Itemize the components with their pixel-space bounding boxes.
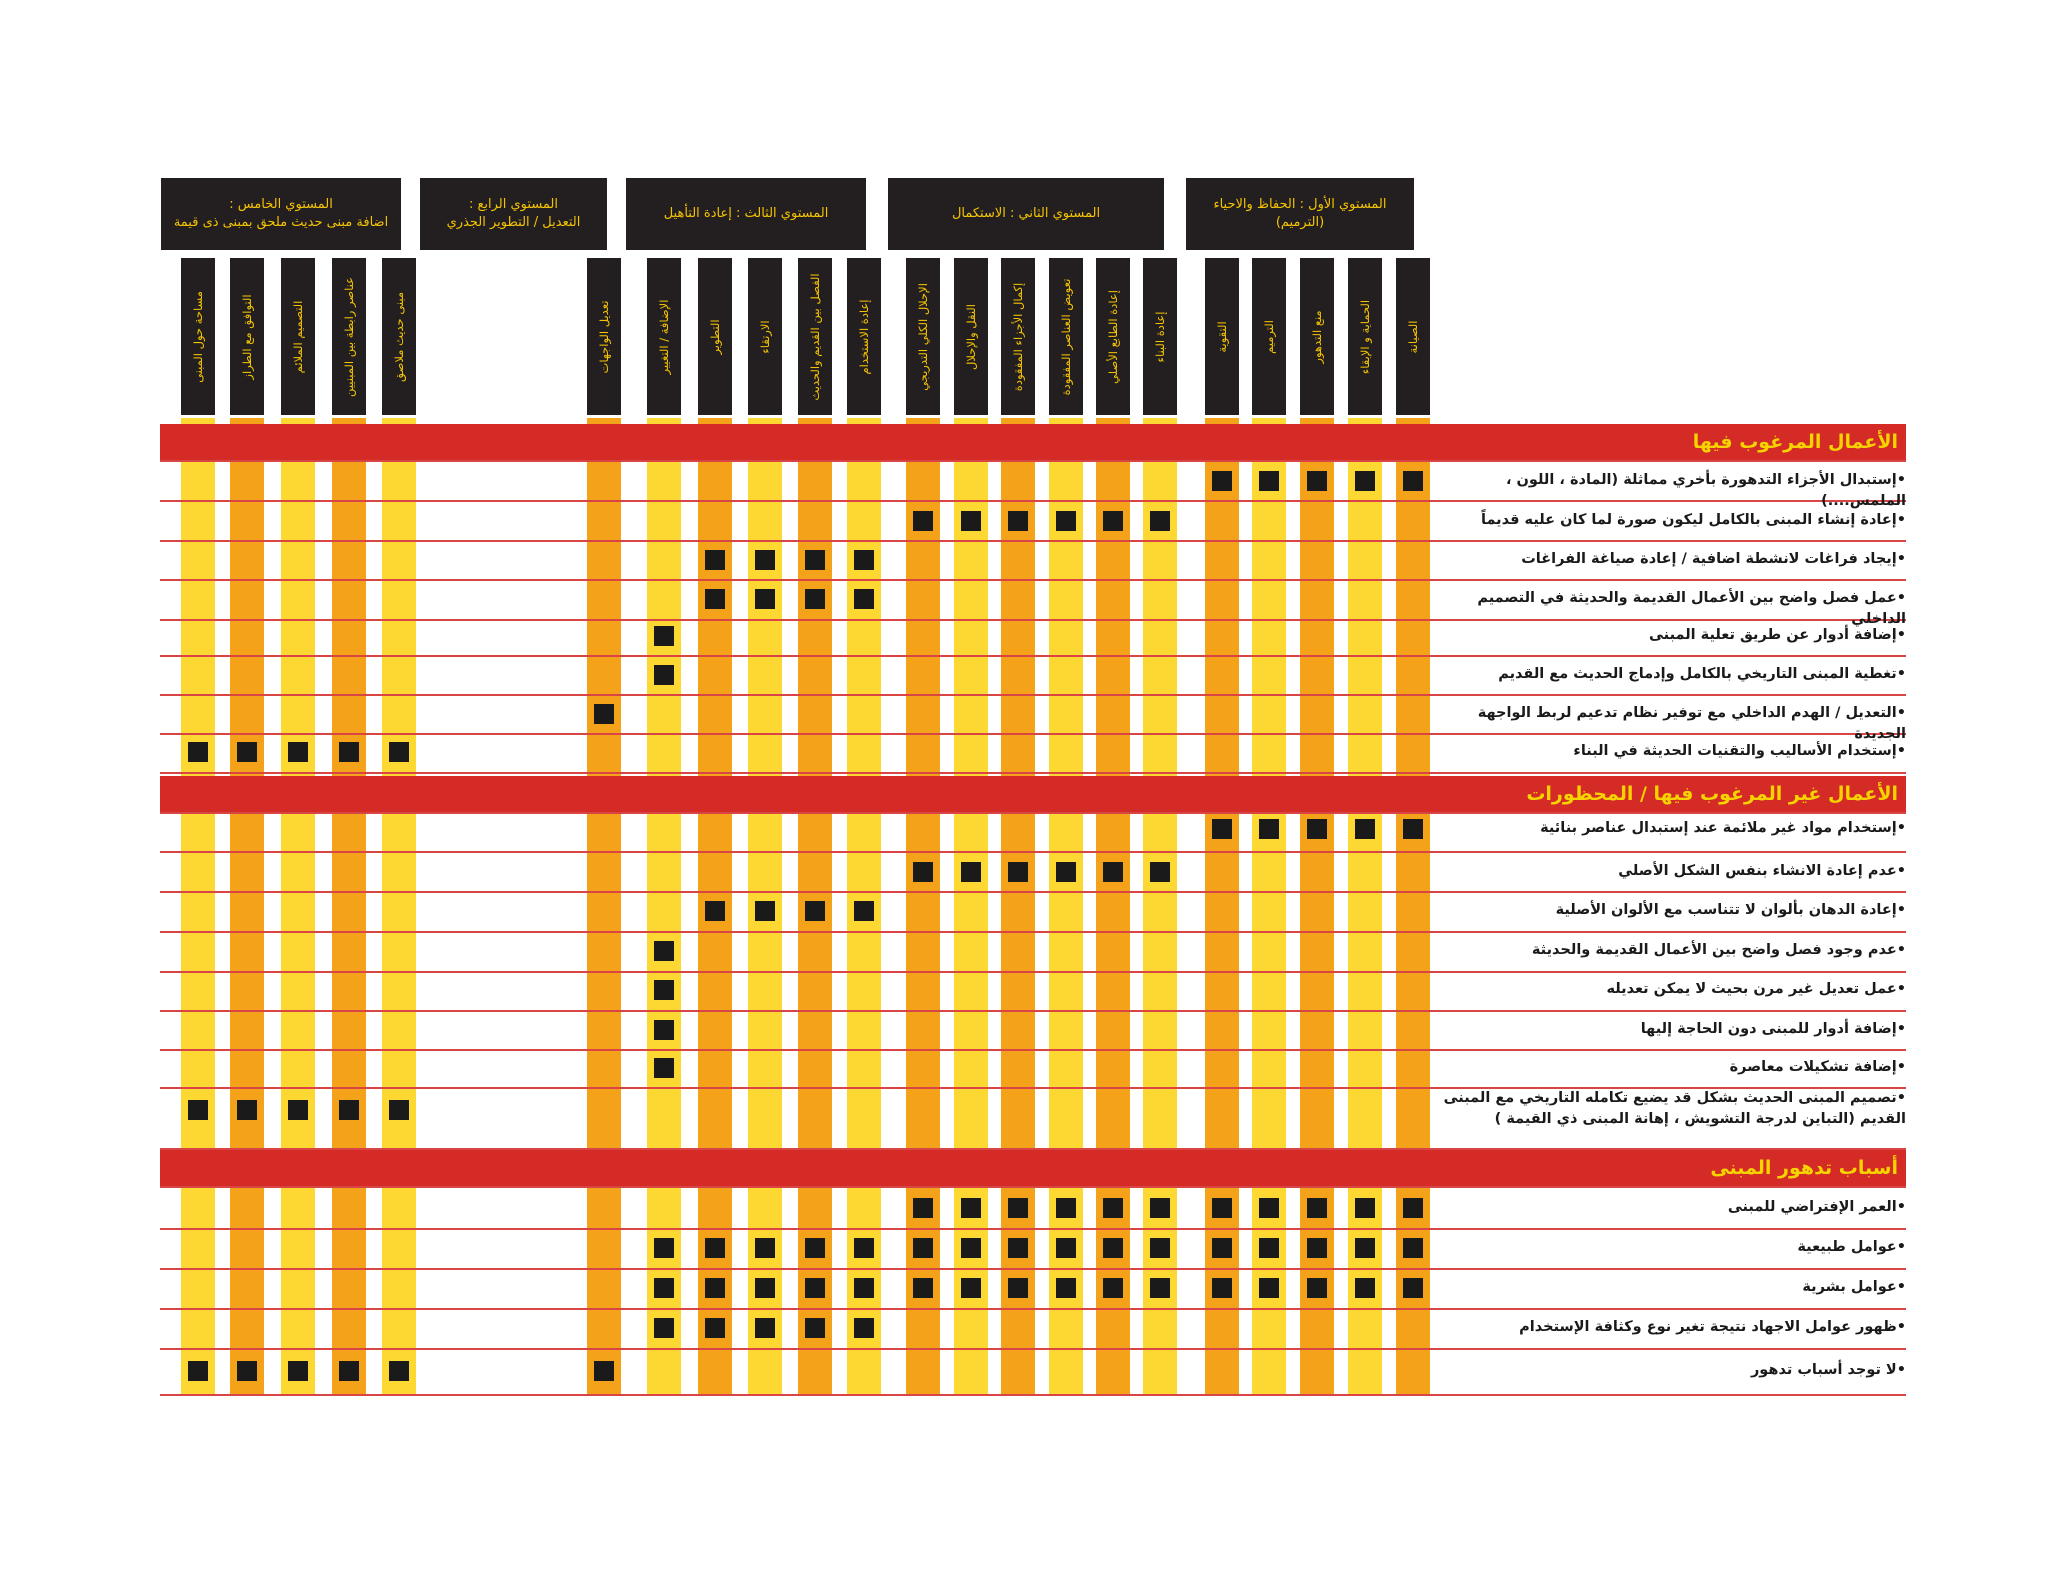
check-mark — [1307, 471, 1327, 491]
check-mark — [1212, 1278, 1232, 1298]
row-label: •إستخدام مواد غير ملائمة عند إستبدال عناصر بنائية — [1540, 820, 1906, 836]
check-mark — [237, 742, 257, 762]
check-mark — [1150, 511, 1170, 531]
column-header — [847, 258, 881, 415]
check-mark — [654, 1278, 674, 1298]
row-divider — [160, 1308, 1906, 1310]
check-mark — [1403, 1278, 1423, 1298]
check-mark — [237, 1100, 257, 1120]
column-header — [1205, 258, 1239, 415]
column-header — [1348, 258, 1382, 415]
column-stripe — [382, 418, 416, 1395]
check-mark — [854, 1318, 874, 1338]
check-mark — [705, 1278, 725, 1298]
row-label: •عوامل طبيعية — [1797, 1239, 1906, 1255]
row-divider — [160, 1394, 1906, 1396]
column-header — [230, 258, 264, 415]
row-divider — [160, 1148, 1906, 1150]
section-title: الأعمال غير المرغوب فيها / المحظورات — [1526, 783, 1898, 805]
check-mark — [705, 1318, 725, 1338]
check-mark — [755, 1278, 775, 1298]
check-mark — [805, 1318, 825, 1338]
row-divider — [160, 971, 1906, 973]
check-mark — [961, 1278, 981, 1298]
check-mark — [755, 589, 775, 609]
row-divider — [160, 812, 1906, 814]
check-mark — [1355, 1238, 1375, 1258]
column-header — [1096, 258, 1130, 415]
column-header-label: تعويض العناصر المفقودة — [1059, 278, 1073, 395]
column-header — [1001, 258, 1035, 415]
row-label: •عدم إعادة الانشاء بنفس الشكل الأصلي — [1618, 863, 1906, 879]
row-divider — [160, 460, 1906, 462]
check-mark — [339, 1100, 359, 1120]
row-divider — [160, 931, 1906, 933]
row-label: •إضافة أدوار عن طريق تعلية المبنى — [1648, 627, 1906, 643]
check-mark — [237, 1361, 257, 1381]
check-mark — [1150, 1198, 1170, 1218]
column-stripe — [281, 418, 315, 1395]
check-mark — [705, 589, 725, 609]
row-label: •إضافة تشكيلات معاصرة — [1729, 1059, 1906, 1075]
check-mark — [188, 1100, 208, 1120]
column-header-label: الإضافة / التغيير — [657, 299, 671, 374]
column-header-label: الفصل بين القديم والحديث — [808, 272, 822, 401]
column-header — [382, 258, 416, 415]
check-mark — [1212, 1238, 1232, 1258]
column-header — [906, 258, 940, 415]
row-label: •إستبدال الأجزاء التدهورة بأخري مماثلة (المادة ، اللون ، الملمس....) — [1505, 472, 1906, 510]
check-mark — [1212, 1198, 1232, 1218]
row-divider — [160, 694, 1906, 696]
column-header-label: التقوية — [1215, 320, 1229, 353]
check-mark — [1150, 1238, 1170, 1258]
row-label: •ظهور عوامل الاجهاد نتيجة تغير نوع وكثافة الإستخدام — [1519, 1319, 1906, 1335]
check-mark — [854, 550, 874, 570]
column-header — [647, 258, 681, 415]
check-mark — [913, 1198, 933, 1218]
row-label: •إضافة أدوار للمبنى دون الحاجة إليها — [1640, 1021, 1906, 1037]
check-mark — [1403, 1198, 1423, 1218]
check-mark — [961, 1198, 981, 1218]
check-mark — [594, 704, 614, 724]
check-mark — [654, 626, 674, 646]
column-header-label: عناصر رابطة بين المبنيين — [342, 276, 356, 397]
check-mark — [288, 742, 308, 762]
row-divider — [160, 1010, 1906, 1012]
level-header-g1: المستوي الأول : الحفاظ والاحياء (الترميم) — [1186, 178, 1414, 250]
check-mark — [1355, 1198, 1375, 1218]
check-mark — [1008, 1278, 1028, 1298]
check-mark — [755, 901, 775, 921]
check-mark — [1103, 511, 1123, 531]
check-mark — [705, 550, 725, 570]
row-label: •التعديل / الهدم الداخلي مع توفير نظام تدعيم لربط الواجهة الجديدة — [1477, 705, 1906, 743]
check-mark — [1355, 819, 1375, 839]
column-header-label: الصيانة — [1406, 319, 1420, 354]
column-stripe — [230, 418, 264, 1395]
check-mark — [188, 1361, 208, 1381]
check-mark — [1307, 1238, 1327, 1258]
column-header — [748, 258, 782, 415]
check-mark — [805, 901, 825, 921]
check-mark — [1103, 862, 1123, 882]
check-mark — [854, 901, 874, 921]
row-label: •تغطية المبنى التاريخي بالكامل وإدماج الحديث مع القديم — [1498, 666, 1906, 682]
row-label: •العمر الإفتراضي للمبنى — [1727, 1199, 1906, 1215]
column-stripe — [181, 418, 215, 1395]
row-label: •لا توجد أسباب تدهور — [1750, 1362, 1906, 1378]
column-header — [332, 258, 366, 415]
row-label: •إستخدام الأساليب والتقنيات الحديثة في البناء — [1573, 743, 1906, 759]
check-mark — [805, 1238, 825, 1258]
row-divider — [160, 772, 1906, 774]
column-header-label: الترميم — [1262, 319, 1276, 354]
check-mark — [1056, 1238, 1076, 1258]
check-mark — [288, 1100, 308, 1120]
check-mark — [1212, 819, 1232, 839]
column-header-label: التطوير — [708, 318, 722, 355]
column-header — [1396, 258, 1430, 415]
check-mark — [1259, 1278, 1279, 1298]
column-header-label: الارتقاء — [758, 319, 772, 354]
check-mark — [389, 1361, 409, 1381]
check-mark — [1056, 1278, 1076, 1298]
column-header-label: الإحلال الكلي التدريجي — [916, 282, 930, 391]
level-header-g5: المستوي الخامس : اضافة مبنى حديث ملحق بمبنى ذى قيمة — [161, 178, 401, 250]
column-header-label: التصميم الملائم — [291, 300, 305, 373]
column-header — [698, 258, 732, 415]
column-header — [954, 258, 988, 415]
check-mark — [805, 1278, 825, 1298]
check-mark — [1056, 862, 1076, 882]
check-mark — [339, 1361, 359, 1381]
column-header-label: إعادة البناء — [1153, 311, 1167, 362]
column-stripe — [332, 418, 366, 1395]
check-mark — [755, 1238, 775, 1258]
check-mark — [913, 511, 933, 531]
check-mark — [1355, 1278, 1375, 1298]
column-header — [1252, 258, 1286, 415]
row-divider — [160, 1186, 1906, 1188]
column-header-label: التوافق مع الطراز — [240, 293, 254, 380]
row-divider — [160, 540, 1906, 542]
check-mark — [1307, 1198, 1327, 1218]
row-divider — [160, 1268, 1906, 1270]
column-header-label: الحماية و الإبقاء — [1358, 299, 1372, 374]
column-header-label: إعادة الاستخدام — [857, 299, 871, 374]
check-mark — [854, 1238, 874, 1258]
row-label: •إعادة إنشاء المبنى بالكامل ليكون صورة لما كان عليه قديماً — [1481, 512, 1906, 528]
check-mark — [705, 1238, 725, 1258]
column-header — [1143, 258, 1177, 415]
row-label: •عمل فصل واضح بين الأعمال القديمة والحديثة في التصميم الداخلي — [1477, 590, 1906, 628]
level-header-g4: المستوي الرابع : التعديل / التطوير الجذري — [420, 178, 607, 250]
check-mark — [1307, 819, 1327, 839]
check-mark — [654, 1058, 674, 1078]
column-header — [281, 258, 315, 415]
check-mark — [913, 1238, 933, 1258]
check-mark — [1403, 471, 1423, 491]
check-mark — [705, 901, 725, 921]
check-mark — [1259, 471, 1279, 491]
check-mark — [1103, 1278, 1123, 1298]
check-mark — [1212, 471, 1232, 491]
check-mark — [654, 980, 674, 1000]
column-stripe — [587, 418, 621, 1395]
check-mark — [339, 742, 359, 762]
column-header-label: مساحة حول المبنى — [191, 290, 205, 383]
check-mark — [654, 665, 674, 685]
column-header-label: إعادة الطابع الأصلي — [1106, 289, 1120, 384]
row-label: •عمل تعديل غير مرن بحيث لا يمكن تعديله — [1606, 981, 1906, 997]
check-mark — [961, 862, 981, 882]
level-header-g3: المستوي الثالث : إعادة التأهيل — [626, 178, 866, 250]
check-mark — [755, 550, 775, 570]
check-mark — [961, 511, 981, 531]
row-label: •إعادة الدهان بألوان لا تتناسب مع الألوان الأصلية — [1555, 902, 1906, 918]
check-mark — [854, 589, 874, 609]
check-mark — [1008, 1198, 1028, 1218]
check-mark — [1259, 819, 1279, 839]
column-header-label: تعديل الواجهات — [597, 300, 611, 373]
check-mark — [654, 1238, 674, 1258]
check-mark — [1403, 819, 1423, 839]
check-mark — [1307, 1278, 1327, 1298]
row-divider — [160, 1049, 1906, 1051]
row-divider — [160, 579, 1906, 581]
check-mark — [755, 1318, 775, 1338]
check-mark — [913, 862, 933, 882]
check-mark — [961, 1238, 981, 1258]
level-header-g2: المستوي الثاني : الاستكمال — [888, 178, 1164, 250]
row-divider — [160, 1348, 1906, 1350]
column-header — [1049, 258, 1083, 415]
column-header-label: منع التدهور — [1310, 309, 1324, 364]
column-header — [587, 258, 621, 415]
check-mark — [805, 589, 825, 609]
column-header — [798, 258, 832, 415]
row-label: •إيجاد فراغات لانشطة اضافية / إعادة صياغة الفراغات — [1521, 551, 1906, 567]
column-header — [181, 258, 215, 415]
row-label: •تصميم المبنى الحديث بشكل قد يضيع تكامله التاريخي مع المبنى القديم (التباين لدرجة التشويش ، إهانة المبنى ذي القيمة ) — [1443, 1090, 1906, 1128]
section-title: أسباب تدهور المبنى — [1710, 1157, 1898, 1179]
check-mark — [1103, 1238, 1123, 1258]
check-mark — [1259, 1238, 1279, 1258]
check-mark — [1259, 1198, 1279, 1218]
check-mark — [1008, 1238, 1028, 1258]
check-mark — [389, 1100, 409, 1120]
check-mark — [854, 1278, 874, 1298]
section-title: الأعمال المرغوب فيها — [1692, 431, 1898, 453]
check-mark — [1355, 471, 1375, 491]
check-mark — [654, 941, 674, 961]
column-header-label: مبنى حديث ملاصق — [392, 291, 406, 382]
check-mark — [1056, 511, 1076, 531]
section-band — [160, 1150, 1906, 1186]
row-divider — [160, 655, 1906, 657]
check-mark — [1403, 1238, 1423, 1258]
check-mark — [805, 550, 825, 570]
check-mark — [188, 742, 208, 762]
check-mark — [1150, 862, 1170, 882]
check-mark — [913, 1278, 933, 1298]
row-divider — [160, 851, 1906, 853]
check-mark — [594, 1361, 614, 1381]
row-label: •عدم وجود فصل واضح بين الأعمال القديمة والحديثة — [1531, 942, 1906, 958]
check-mark — [1008, 511, 1028, 531]
check-mark — [654, 1020, 674, 1040]
row-divider — [160, 1228, 1906, 1230]
column-header-label: النقل والإحلال — [964, 303, 978, 370]
check-mark — [1056, 1198, 1076, 1218]
check-mark — [288, 1361, 308, 1381]
check-mark — [1103, 1198, 1123, 1218]
check-mark — [654, 1318, 674, 1338]
section-band — [160, 424, 1906, 460]
check-mark — [1150, 1278, 1170, 1298]
section-band — [160, 776, 1906, 812]
check-mark — [1008, 862, 1028, 882]
row-divider — [160, 891, 1906, 893]
row-label: •عوامل بشرية — [1802, 1279, 1906, 1295]
check-mark — [389, 742, 409, 762]
column-header-label: إكمال الأجزاء المفقودة — [1011, 282, 1025, 391]
column-header — [1300, 258, 1334, 415]
